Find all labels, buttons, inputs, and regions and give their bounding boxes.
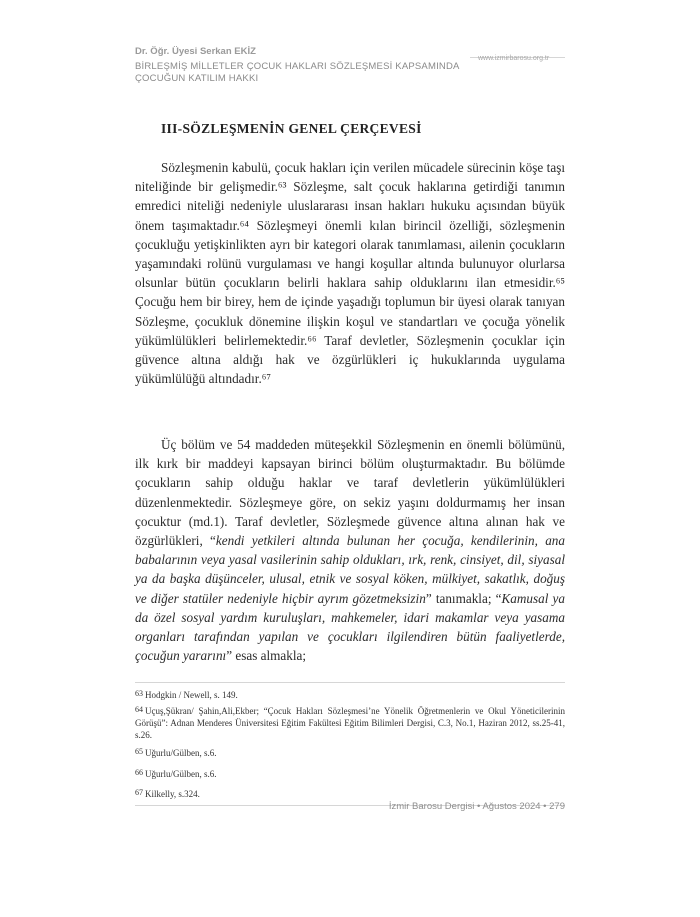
- footnote-number: 65: [135, 747, 143, 756]
- footnote-text: Uğurlu/Gülben, s.6.: [145, 769, 217, 779]
- header-author: Dr. Öğr. Üyesi Serkan EKİZ: [135, 46, 256, 57]
- footnote-text: Uğurlu/Gülben, s.6.: [145, 748, 217, 758]
- footnote-number: 67: [135, 788, 143, 797]
- footnote-64: [135, 704, 565, 741]
- paragraph-2-part-b: ” tanımakla; “: [425, 590, 502, 606]
- paragraph-1-text: Sözleşmenin kabulü, çocuk hakları için verilen mücadele sürecinin köşe taşı niteliğinde bir gelişmedir.⁶³ Sözleşme, salt çocuk haklarına getirdiği tanımın emredici niteliği nedeniyle uluslararası insan hakları hukuku açısından büyük önem taşımaktadır.⁶⁴ Sözleşmeyi önemli kılan birincil özelliği, sözleşmenin çocukluğu yetişkinlikten ayrı bir kategori olarak tanımlaması, ailenin çocukların yaşamındaki rolünü vurgulaması ve hangi koşullar altında bulunuyor olurlarsa olsunlar bütün çocukların belirli haklara sahip olduklarını ilan etmesidir.⁶⁵ Çocuğu hem bir birey, hem de içinde yaşadığı toplumun bir üyesi olarak tanıyan Sözleşme, çocukluk dönemine ilişkin koşul ve standartları ve çocuğa yönelik yükümlülükleri belirlemektedir.⁶⁶ Taraf devletler, Sözleşmenin çocuklar için güvence altına aldığı hak ve özgürlükleri iç hukuklarında uygulama yükümlülüğü altındadır.⁶⁷: [135, 160, 565, 387]
- paragraph-2-part-a: Üç bölüm ve 54 maddeden müteşekkil Sözleşmenin en önemli bölümünü, ilk kırk bir maddeyi kapsayan birinci bölüm oluşturmaktadır. Bu bölümde çocukların sahip olduğu haklar ve taraf devletlerin yükümlülükleri düzenlenmektedir. Sözleşmeye göre, on sekiz yaşını doldurmamış her insan çocuktur (md.1). Taraf devletler, Sözleşmede güvence altına alınan hak ve özgürlükleri, “: [135, 437, 565, 549]
- header-title-line2: ÇOCUĞUN KATILIM HAKKI: [135, 73, 259, 84]
- footnote-66: [135, 767, 565, 780]
- footnote-65: [135, 746, 565, 759]
- footnote-text: Hodgkin / Newell, s. 149.: [145, 690, 238, 700]
- footnote-63: [135, 688, 565, 701]
- footnote-67: [135, 787, 565, 800]
- header-url[interactable]: www.izmirbarosu.org.tr: [478, 55, 550, 62]
- paragraph-2-text: [135, 435, 565, 665]
- page-footer: İzmir Barosu Dergisi • Ağustos 2024 • 279: [388, 801, 565, 812]
- paragraph-2-part-c: ” esas almakla;: [226, 648, 307, 664]
- paragraph-1: [135, 158, 565, 388]
- paragraph-2-quote-1: kendi yetkileri altında bulunan her çocuğa, kendilerinin, ana babalarının veya yasal vasilerinin sahip oldukları, ırk, renk, cinsiyet, dil, siyasal ya da başka düşünceler, ulusal, etnik ve sosyal köken, mülkiyet, sakatlık, doğuş ve diğer statüler nedeniyle hiçbir ayrım gözetmeksizin: [135, 533, 565, 606]
- footnote-text: Uçuş,Şükran/ Şahin,Ali,Ekber; “Çocuk Hakları Sözleşmesi’ne Yönelik Öğretmenlerin ve Okul Yöneticilerinin Görüşü”: Adnan Menderes Üniversitesi Eğitim Fakültesi Eğitim Bilimleri Dergisi, C.3, No.1, Haziran 2012, ss.25-41, s.26.: [135, 706, 565, 740]
- paragraph-2-quote-2: Kamusal ya da özel sosyal yardım kuruluşları, mahkemeler, idari makamlar veya yasama organları tarafından yapılan ve çocukları ilgilendiren bütün faaliyetlerde, çocuğun yararını: [135, 590, 565, 664]
- footnote-number: 66: [135, 768, 143, 777]
- footnote-text: Kilkelly, s.324.: [145, 789, 200, 799]
- paragraph-2: [135, 435, 565, 665]
- footnote-divider: [135, 682, 565, 683]
- header-title-line1: BİRLEŞMİŞ MİLLETLER ÇOCUK HAKLARI SÖZLEŞMESİ KAPSAMINDA: [135, 61, 460, 72]
- section-title: III-SÖZLEŞMENİN GENEL ÇERÇEVESİ: [161, 121, 422, 136]
- footnote-number: 63: [135, 689, 143, 698]
- header-title: [135, 61, 460, 85]
- footnote-number: 64: [135, 705, 143, 714]
